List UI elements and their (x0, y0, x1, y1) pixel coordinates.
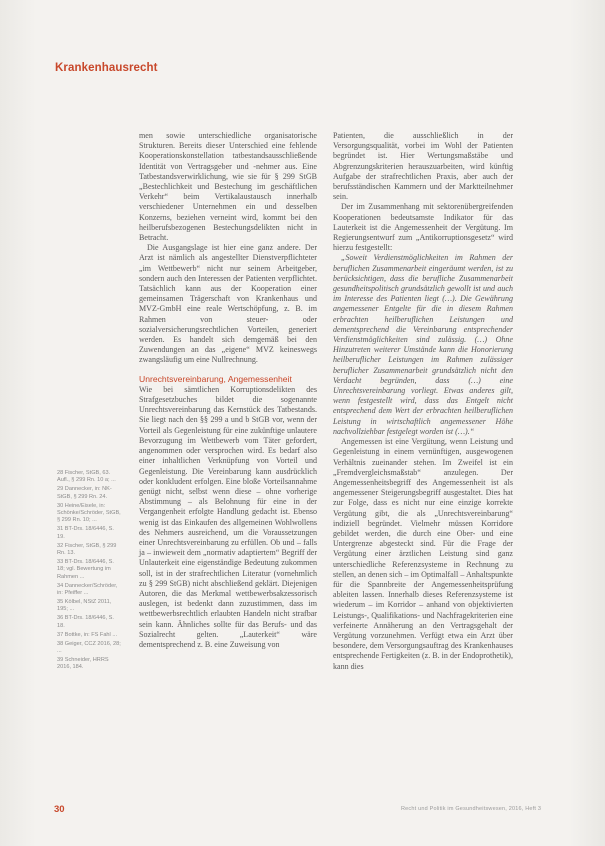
footer-source: Recht und Politik im Gesundheitswesen, 2016, Heft 3 (401, 806, 542, 812)
right-text-column (333, 131, 513, 672)
footnote: 32 Fischer, StGB, § 299 Rn. 13. (57, 542, 117, 557)
section-subheading: Unrechtsvereinbarung, Angemessenheit (139, 373, 292, 384)
block-quote: „Soweit Verdienstmöglichkeiten im Rahmen der beruflichen Zusammenarbeit eingeräumt werden, ist zu berücksichtigen, dass die berufliche Zusammenarbeit gesundheitspolitisch grundsätzlich gewollt ist und auch im Interesse des Patienten liegt (…). Die Gewährung angemessener Entgelte für die in diesem Rahmen erbrachten heilberuflichen Leistungen und dementsprechend die Vereinbarung entsprechender Verdienstmöglichkeiten sind zulässig. (…) Ohne Hinzutreten weiterer Umstände kann die Honorierung heilberuflicher Leistungen im Rahmen zulässiger beruflicher Zusammenarbeit grundsätzlich nicht den Verdacht begründen, dass (…) eine Unrechtsvereinbarung vorliegt. Etwas anderes gilt, wenn festgestellt wird, dass das Entgelt nicht entsprechend dem Wert der erbrachten heilberuflichen Leistung in wirtschaftlich angemessener Höhe nachvollziehbar festgelegt worden ist (…).“ (333, 253, 513, 436)
footnote: 36 BT-Drs. 18/6446, S. 18. (57, 615, 114, 629)
footnotes (57, 470, 123, 673)
page-number: 30 (54, 804, 65, 815)
footnote: 39 Schneider, HRRS 2016, 184. (57, 656, 109, 671)
footnote: 38 Geiger, CCZ 2016, 28; ... (57, 640, 121, 654)
paragraph: Die Ausgangslage ist hier eine ganz andere. Der Arzt ist nämlich als angestellter Dienstverpflichteter „im Wettbewerb“ nicht nur seinem Arbeitgeber, sondern auch den Interessen der Patienten verpflichtet. Tatsächlich kann aus der Kooperation einer gemeinsamen Trägerschaft von Krankenhaus und MVZ-GmbH eine reale Wertschöpfung, z. B. im Rahmen von steuer- oder sozialversicherungsrechtlichen Vorteilen, generiert werden. Es handelt sich demgemäß bei den Zuwendungen an das „eigene“ MVZ keineswegs zwangsläufig um eine Nullrechnung. (139, 243, 317, 365)
footnote: 31 BT-Drs. 18/6446, S. 19. (57, 526, 114, 540)
paragraph: Angemessen ist eine Vergütung, wenn Leistung und Gegenleistung in einem vernünftigen, ausgewogenen Verhältnis zueinander stehen. Im Zweifel ist ein „Fremdvergleichsmaßstab“ anzulegen. Der Angemessenheitsbegriff des Angemessenheit ist als angemessener Steigerungsbegriff ausgestaltet. Dies hat zur Folge, dass es nicht nur eine einzige korrekte Vergütung gibt, die als „Unrechtsvereinbarung“ indiziell begründet. Vielmehr müssen Korridore gebildet werden, die durch eine Ober- und eine Untergrenze abgesteckt sind. Für die Frage der Vergütung einer ärztlichen Leistung sind ganz unterschiedliche Referenzsysteme in Rechnung zu stellen, an denen sich – im Optimalfall – Anhaltspunkte für die Spannbreite der Angemessenheitsprüfung ableiten lassen. Innerhalb dieses Referenzsysteme ist wiederum – im Korridor – anhand von objektivierten Leistungs-, Qualifikations- und Nachfragekriterien eine verfeinerte Annäherung an den Vertragsgehalt der Vergütung vorzunehmen. Verfügt etwa ein Arzt über besondere, dem Versorgungsauftrag des Krankenhauses entsprechende Fertigkeiten (z. B. in der Endoprothetik), kann dies (333, 437, 513, 671)
footnote: 33 BT-Drs. 18/6446, S. 18; vgl. Bewertung im Rahmen ... (57, 558, 114, 580)
footnote: 30 Heine/Eisele, in: Schönke/Schröder, StGB, § 299 Rn. 10; ... (57, 502, 121, 524)
paragraph: Wie bei sämtlichen Korruptionsdelikten des Strafgesetzbuches bildet die sogenannte Unrechtsvereinbarung das Kernstück des Tatbestands. Sie liegt nach den §§ 299 a und b StGB vor, wenn der Vorteil als Gegenleistung für eine zukünftige unlautere Bevorzugung im Wettbewerb vom Täter gefordert, angenommen oder versprochen wird. Es bedarf also einer inhaltlichen Verknüpfung von Vorteil und Gegenleistung. Die Vereinbarung kann ausdrücklich oder konkludent erfolgen. Eine bloße Vorteilsannahme genügt nicht, selbst wenn diese – ohne vorherige Abstimmung – als Belohnung für eine in der Vergangenheit erfolgte Handlung gedacht ist. Ebenso wenig ist das Einkaufen des allgemeinen Wohlwollens des Nehmers ausreichend, um die Voraussetzungen einer Unrechtsvereinbarung zu erfüllen. Ob und – falls ja – inwieweit dem „normativ adaptiertem“ Begriff der Unlauterkeit eine eigenständige Bedeutung zukommen soll, ist in der strafrechtlichen Literatur (vornehmlich zu § 299 StGB) nicht abschließend geklärt. Diejenigen Autoren, die das Merkmal wettbewerbsakzessorisch auslegen, ist bedenkt dann zuzustimmen, dass im wettbewerbsrechtlich erlaubten Handeln nicht strafbar sein kann. Ähnliches sollte für das Berufs- und das Sozialrecht gelten. „Lauterkeit“ wäre dementsprechend z. B. eine Zuweisung von (139, 384, 317, 649)
footnote: 37 Bottke, in: FS Fahl ... (57, 631, 118, 638)
paragraph: Der im Zusammenhang mit sektorenübergreifenden Kooperationen bedeutsamste Indikator für das Lauterkeit ist die Angemessenheit der Vergütung. Im Regierungsentwurf zum „Antikorruptionsgesetz“ wird hierzu festgestellt: (333, 202, 513, 253)
left-text-column (139, 131, 317, 650)
section-title: Krankenhausrecht (55, 62, 158, 74)
footnote: 29 Dannecker, in: NK-StGB, § 299 Rn. 24. (57, 486, 112, 500)
paragraph: Patienten, die ausschließlich in der Versorgungsqualität, vorbei im Wohl der Patienten begründet ist. Hier Wertungsmaßstäbe und Abgrenzungskriterien herauszuarbeiten, wird künftig Aufgabe der strafrechtlichen Praxis, aber auch der berufsständischen Kammern und der Marktteilnehmer sein. (333, 131, 513, 202)
footnote: 34 Dannecker/Schröder, in: Pfeiffer ... (57, 582, 118, 597)
footnote: 35 Kölbel, NStZ 2011, 195; ... (57, 599, 112, 613)
footnote: 28 Fischer, StGB, 63. Aufl., § 299 Rn. 10 a; ... (57, 470, 116, 484)
paragraph: men sowie unterschiedliche organisatorische Strukturen. Bereits dieser Unterschied eine fehlende Kooperationskonstellation tatbestandsausschließende Identität von Vertragsgeber und -nehmer aus. Eine Tatbestandsverwirklichung, wie sie für § 299 StGB „Bestechlichkeit und Bestechung im geschäftlichen Verkehr“ beim Vertikalaustausch innerhalb verschiedener Unternehmen ein und desselben Konzerns, beziehen verneint wird, kommt bei den heilberufsbezogenen Bestechungsdelikten nicht in Betracht. (139, 131, 317, 243)
